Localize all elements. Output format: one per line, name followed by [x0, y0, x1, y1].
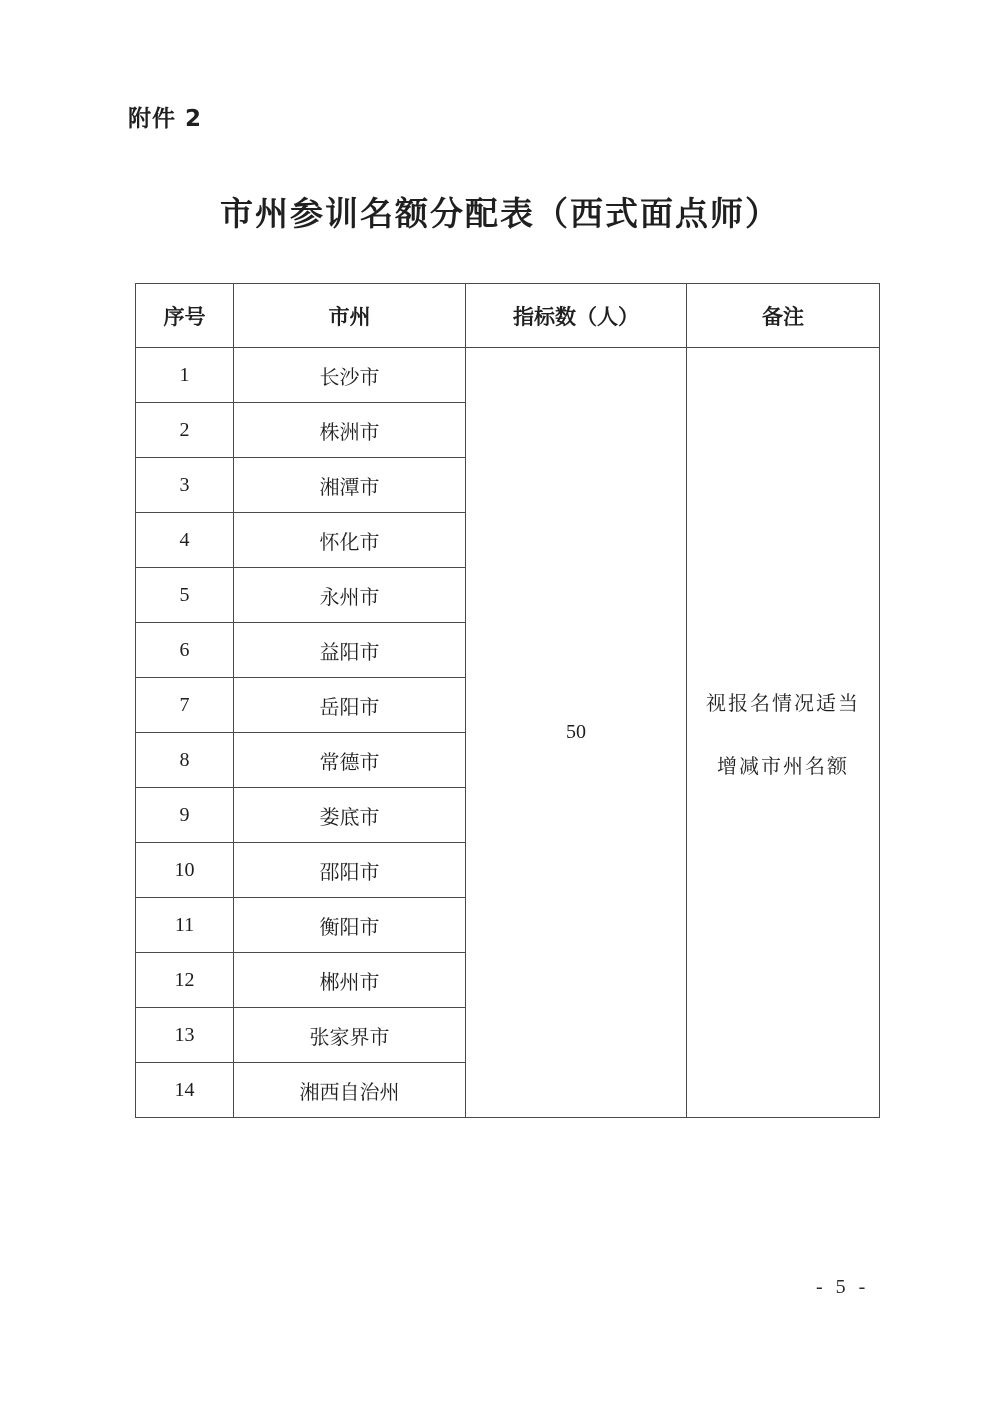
row-serial: 12	[136, 953, 234, 1008]
header-city: 市州	[234, 284, 466, 348]
row-city: 娄底市	[234, 788, 466, 843]
row-city: 株洲市	[234, 403, 466, 458]
row-serial: 11	[136, 898, 234, 953]
page-number: - 5 -	[816, 1276, 870, 1298]
header-serial-number: 序号	[136, 284, 234, 348]
row-serial: 14	[136, 1063, 234, 1118]
remark-line: 增减市州名额	[717, 755, 849, 778]
row-city: 邵阳市	[234, 843, 466, 898]
table-row	[136, 348, 880, 403]
row-serial: 6	[136, 623, 234, 678]
row-city: 怀化市	[234, 513, 466, 568]
row-city: 永州市	[234, 568, 466, 623]
table-header-row	[136, 284, 880, 348]
remark-line: 视报名情况适当	[706, 692, 860, 715]
quota-allocation-table	[135, 283, 880, 1118]
row-city: 湘西自治州	[234, 1063, 466, 1118]
page-title: 市州参训名额分配表（西式面点师）	[220, 197, 780, 233]
row-city: 岳阳市	[234, 678, 466, 733]
row-serial: 13	[136, 1008, 234, 1063]
row-serial: 3	[136, 458, 234, 513]
row-serial: 5	[136, 568, 234, 623]
row-city: 衡阳市	[234, 898, 466, 953]
header-quota: 指标数（人）	[466, 284, 687, 348]
quota-value: 50	[466, 348, 687, 1118]
row-serial: 7	[136, 678, 234, 733]
header-remark: 备注	[687, 284, 880, 348]
remark-cell	[687, 348, 880, 1118]
row-serial: 10	[136, 843, 234, 898]
row-city: 湘潭市	[234, 458, 466, 513]
row-city: 张家界市	[234, 1008, 466, 1063]
row-city: 常德市	[234, 733, 466, 788]
row-serial: 2	[136, 403, 234, 458]
row-serial: 4	[136, 513, 234, 568]
attachment-label: 附件 2	[128, 106, 203, 132]
row-serial: 8	[136, 733, 234, 788]
row-city: 郴州市	[234, 953, 466, 1008]
row-serial: 9	[136, 788, 234, 843]
row-city: 长沙市	[234, 348, 466, 403]
row-city: 益阳市	[234, 623, 466, 678]
row-serial: 1	[136, 348, 234, 403]
